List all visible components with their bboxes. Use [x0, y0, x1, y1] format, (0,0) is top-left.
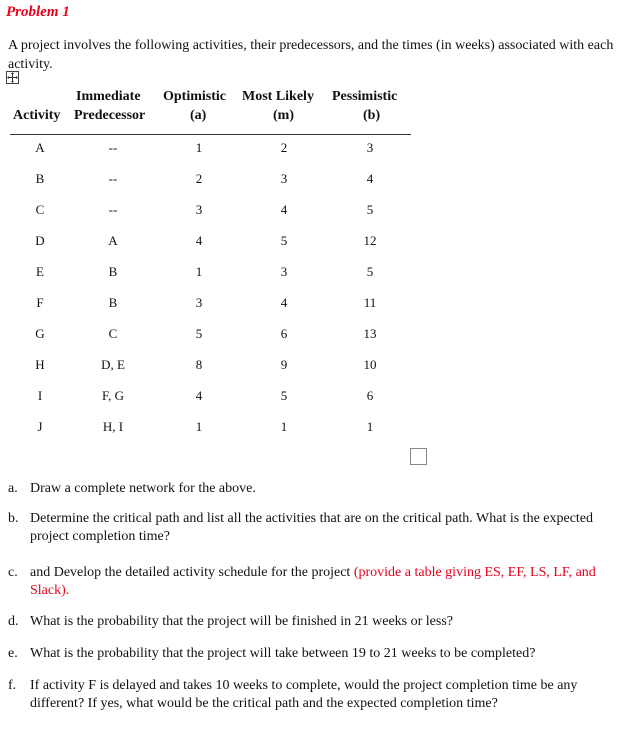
cell-optimistic: 5	[195, 326, 203, 341]
question-b	[8, 510, 634, 546]
cell-pessimistic: 1	[366, 419, 374, 434]
cell-activity: F	[36, 295, 44, 310]
question-text-wrap	[30, 564, 634, 600]
cell-pessimistic: 6	[366, 388, 374, 403]
table-header-rule	[10, 134, 411, 135]
question-d	[8, 613, 634, 631]
question-highlight: (provide a table giving ES, EF, LS, LF, and Slack).	[30, 565, 596, 598]
cell-most-likely: 1	[280, 419, 288, 434]
cell-activity: G	[35, 326, 45, 341]
cell-most-likely: 3	[280, 171, 288, 186]
question-text: What is the probability that the project will be finished in 21 weeks or less?	[30, 614, 454, 629]
question-label: a.	[8, 481, 18, 496]
empty-checkbox-icon[interactable]	[410, 448, 427, 465]
question-label: c.	[8, 565, 18, 580]
cell-pessimistic: 13	[363, 326, 377, 341]
cell-most-likely: 4	[280, 295, 288, 310]
question-text: Determine the critical path and list all the activities that are on the critical path. What is the expected project completion time?	[30, 511, 594, 544]
cell-most-likely: 4	[280, 202, 288, 217]
problem-title: Problem 1	[6, 4, 70, 20]
cell-pessimistic: 5	[366, 264, 374, 279]
header-pessimistic-line1: Pessimistic	[332, 89, 398, 104]
header-optimistic-line2: (a)	[190, 108, 207, 123]
cell-activity: E	[36, 264, 44, 279]
cell-activity: C	[35, 202, 45, 217]
cell-most-likely: 3	[280, 264, 288, 279]
question-label: f.	[8, 678, 17, 693]
cell-most-likely: 5	[280, 233, 288, 248]
cell-optimistic: 3	[195, 202, 203, 217]
header-pessimistic-line2: (b)	[363, 108, 381, 123]
cell-pessimistic: 10	[363, 357, 377, 372]
cell-optimistic: 1	[195, 140, 203, 155]
move-icon[interactable]	[6, 71, 19, 84]
header-predecessor-line1: Immediate	[76, 89, 141, 104]
cell-predecessor: D, E	[101, 357, 125, 372]
cell-optimistic: 3	[195, 295, 203, 310]
cell-optimistic: 4	[195, 233, 203, 248]
cell-pessimistic: 12	[363, 233, 377, 248]
question-text: and Develop the detailed activity schedule for the project	[30, 565, 354, 580]
intro-paragraph: A project involves the following activities, their predecessors, and the times (in weeks) associated with each activity.	[8, 38, 614, 72]
question-text: What is the probability that the project will take between 19 to 21 weeks to be completed?	[30, 646, 536, 661]
header-most-likely-line1: Most Likely	[242, 89, 314, 104]
cell-predecessor: H, I	[102, 419, 124, 434]
cell-activity: B	[35, 171, 45, 186]
cell-pessimistic: 5	[366, 202, 374, 217]
question-text: Draw a complete network for the above.	[30, 481, 256, 496]
cell-predecessor: --	[108, 202, 118, 217]
header-activity: Activity	[13, 108, 61, 123]
cell-predecessor: B	[108, 295, 118, 310]
cell-optimistic: 2	[195, 171, 203, 186]
cell-pessimistic: 11	[363, 295, 377, 310]
cell-activity: A	[35, 140, 45, 155]
cell-pessimistic: 3	[366, 140, 374, 155]
cell-activity: D	[35, 233, 45, 248]
move-icon-glyph	[7, 72, 18, 83]
question-c	[8, 564, 634, 600]
header-optimistic-line1: Optimistic	[163, 89, 226, 104]
question-f	[8, 677, 634, 713]
cell-predecessor: F, G	[101, 388, 125, 403]
question-a	[8, 480, 634, 498]
cell-optimistic: 1	[195, 419, 203, 434]
cell-optimistic: 4	[195, 388, 203, 403]
cell-optimistic: 1	[195, 264, 203, 279]
cell-optimistic: 8	[195, 357, 203, 372]
cell-predecessor: --	[108, 171, 118, 186]
cell-activity: J	[37, 419, 43, 434]
cell-predecessor: --	[108, 140, 118, 155]
cell-predecessor: A	[108, 233, 118, 248]
question-label: b.	[8, 511, 19, 526]
cell-most-likely: 6	[280, 326, 288, 341]
question-label: e.	[8, 646, 18, 661]
cell-most-likely: 2	[280, 140, 288, 155]
cell-pessimistic: 4	[366, 171, 374, 186]
question-e	[8, 645, 634, 663]
cell-predecessor: B	[108, 264, 118, 279]
header-predecessor-line2: Predecessor	[74, 108, 146, 123]
question-text: If activity F is delayed and takes 10 weeks to complete, would the project completion time be any different? If yes, what would be the critical path and the expected completion time?	[30, 678, 578, 711]
cell-predecessor: C	[108, 326, 118, 341]
cell-activity: I	[37, 388, 43, 403]
cell-most-likely: 5	[280, 388, 288, 403]
question-label: d.	[8, 614, 19, 629]
header-most-likely-line2: (m)	[273, 108, 294, 123]
cell-activity: H	[35, 357, 45, 372]
cell-most-likely: 9	[280, 357, 288, 372]
